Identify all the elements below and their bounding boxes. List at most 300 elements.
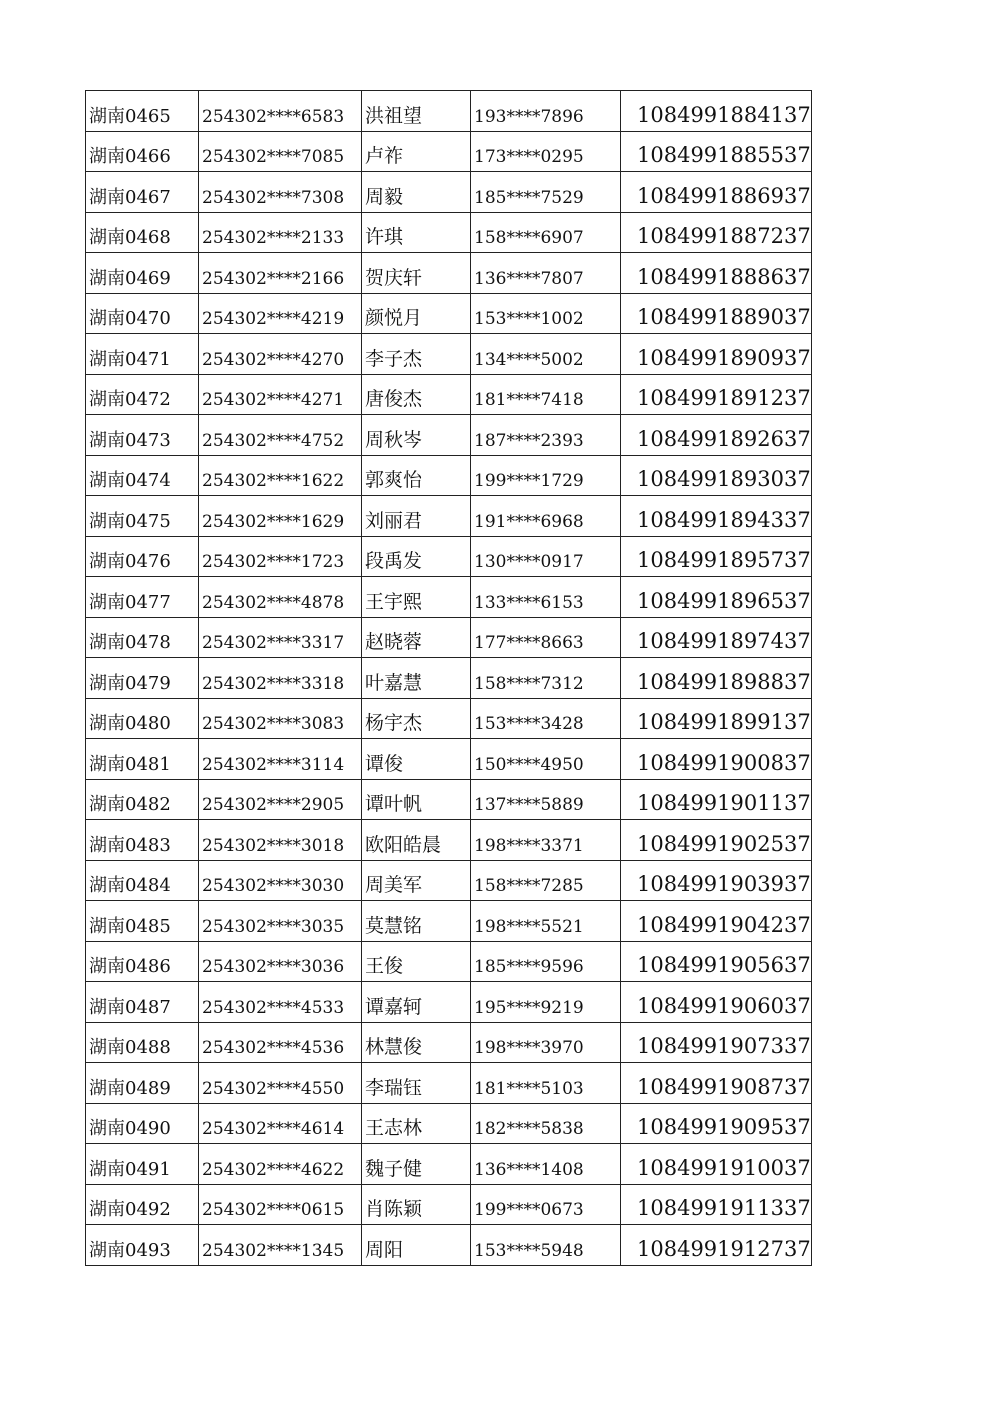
phone-cell [471, 820, 621, 861]
id-number-cell [199, 698, 362, 739]
phone-cell [471, 212, 621, 253]
tracking-number-cell [621, 901, 812, 942]
tracking-number-cell [621, 1184, 812, 1225]
id-number-cell [199, 334, 362, 375]
name-cell [362, 1225, 471, 1266]
id-number-cell [199, 253, 362, 294]
tracking-number-cell [621, 941, 812, 982]
phone-text: 158****7285 [474, 876, 584, 896]
region-code-text: 湖南0479 [89, 672, 171, 694]
table-row [86, 131, 812, 172]
region-code-cell [86, 577, 199, 618]
phone-cell [471, 1184, 621, 1225]
tracking-number-text: 1084991894337 [637, 507, 811, 532]
id-number-cell [199, 658, 362, 699]
phone-text: 133****6153 [474, 592, 584, 613]
region-code-cell [86, 455, 199, 496]
name-cell [362, 536, 471, 577]
id-number-cell [199, 293, 362, 334]
phone-cell [471, 698, 621, 739]
tracking-number-cell [621, 820, 812, 861]
id-number-cell [199, 941, 362, 982]
region-code-cell [86, 91, 199, 132]
name-cell [362, 293, 471, 334]
id-number-cell [199, 901, 362, 942]
phone-cell [471, 1063, 621, 1104]
name-cell [362, 698, 471, 739]
region-code-cell [86, 212, 199, 253]
tracking-number-text: 1084991903937 [637, 872, 811, 896]
phone-text: 181****7418 [474, 390, 584, 410]
id-number-cell [199, 1225, 362, 1266]
phone-text: 177****8663 [474, 633, 584, 653]
phone-text: 153****5948 [474, 1240, 584, 1261]
phone-text: 198****3371 [474, 835, 584, 856]
id-number-cell [199, 820, 362, 861]
region-code-cell [86, 1063, 199, 1104]
id-number-text: 254302****4271 [202, 390, 345, 410]
region-code-text: 湖南0491 [89, 1158, 171, 1180]
tracking-number-text: 1084991904237 [637, 912, 811, 937]
table-body [86, 91, 812, 1266]
phone-text: 198****5521 [474, 916, 584, 937]
id-number-text: 254302****7085 [202, 147, 345, 167]
region-code-text: 湖南0465 [89, 105, 171, 127]
name-text: 谭叶帆 [365, 793, 423, 815]
name-text: 周秋岑 [365, 428, 423, 451]
phone-cell [471, 334, 621, 375]
name-cell [362, 739, 471, 780]
name-cell [362, 779, 471, 820]
tracking-number-text: 1084991910037 [637, 1155, 811, 1180]
id-number-cell [199, 617, 362, 658]
region-code-cell [86, 415, 199, 456]
phone-cell [471, 1225, 621, 1266]
name-text: 王志林 [365, 1117, 423, 1139]
tracking-number-text: 1084991886937 [637, 183, 811, 208]
id-number-cell [199, 131, 362, 172]
tracking-number-cell [621, 91, 812, 132]
table-row [86, 698, 812, 739]
id-number-text: 254302****6583 [202, 106, 345, 127]
id-number-text: 254302****2133 [202, 228, 345, 248]
phone-cell [471, 293, 621, 334]
region-code-text: 湖南0485 [89, 915, 171, 937]
region-code-text: 湖南0477 [89, 591, 171, 613]
id-number-text: 254302****2905 [202, 795, 345, 815]
tracking-number-cell [621, 374, 812, 415]
phone-cell [471, 739, 621, 780]
tracking-number-cell [621, 1063, 812, 1104]
id-number-cell [199, 536, 362, 577]
region-code-text: 湖南0468 [89, 227, 171, 248]
tracking-number-text: 1084991893037 [637, 467, 811, 491]
tracking-number-text: 1084991884137 [637, 102, 811, 127]
phone-cell [471, 1144, 621, 1185]
table-row [86, 941, 812, 982]
region-code-cell [86, 739, 199, 780]
table-row [86, 982, 812, 1023]
region-code-text: 湖南0480 [89, 713, 171, 734]
phone-text: 134****5002 [474, 349, 584, 370]
tracking-number-cell [621, 334, 812, 375]
name-cell [362, 982, 471, 1023]
id-number-text: 254302****1629 [202, 511, 345, 532]
name-text: 卢祚 [365, 145, 404, 167]
name-cell [362, 212, 471, 253]
region-code-cell [86, 1144, 199, 1185]
region-code-text: 湖南0490 [89, 1118, 171, 1139]
region-code-text: 湖南0492 [89, 1199, 171, 1220]
phone-cell [471, 982, 621, 1023]
region-code-cell [86, 698, 199, 739]
phone-cell [471, 779, 621, 820]
phone-text: 136****7807 [474, 268, 584, 289]
id-number-text: 254302****3317 [202, 633, 345, 653]
region-code-text: 湖南0471 [89, 348, 171, 370]
tracking-number-text: 1084991897437 [637, 629, 811, 653]
tracking-number-cell [621, 1022, 812, 1063]
tracking-number-cell [621, 658, 812, 699]
phone-cell [471, 1103, 621, 1144]
region-code-text: 湖南0487 [89, 996, 171, 1018]
table-row [86, 91, 812, 132]
tracking-number-text: 1084991895737 [637, 548, 811, 572]
id-number-text: 254302****4622 [202, 1159, 345, 1180]
name-text: 肖陈颖 [365, 1198, 423, 1220]
phone-text: 153****1002 [474, 309, 584, 329]
region-code-text: 湖南0472 [89, 389, 171, 410]
name-text: 郭爽怡 [365, 469, 423, 491]
name-text: 赵晓蓉 [365, 631, 423, 653]
table-row [86, 374, 812, 415]
region-code-text: 湖南0467 [89, 186, 171, 208]
table-row [86, 496, 812, 537]
tracking-number-text: 1084991907337 [637, 1034, 811, 1058]
phone-cell [471, 91, 621, 132]
phone-text: 187****2393 [474, 430, 584, 451]
phone-cell [471, 172, 621, 213]
region-code-cell [86, 1225, 199, 1266]
id-number-cell [199, 982, 362, 1023]
name-text: 洪祖望 [365, 104, 423, 127]
tracking-number-cell [621, 860, 812, 901]
tracking-number-text: 1084991892637 [637, 426, 811, 451]
region-code-text: 湖南0489 [89, 1077, 171, 1099]
region-code-text: 湖南0486 [89, 956, 171, 977]
name-text: 莫慧铭 [365, 914, 423, 937]
name-text: 贺庆轩 [365, 266, 423, 289]
table-row [86, 1225, 812, 1266]
tracking-number-cell [621, 131, 812, 172]
phone-text: 181****5103 [474, 1078, 584, 1099]
tracking-number-cell [621, 982, 812, 1023]
region-code-text: 湖南0474 [89, 470, 171, 491]
id-number-cell [199, 779, 362, 820]
name-text: 欧阳皓晨 [365, 833, 442, 856]
table-row [86, 253, 812, 294]
tracking-number-text: 1084991912737 [637, 1236, 811, 1261]
name-cell [362, 131, 471, 172]
phone-cell [471, 536, 621, 577]
phone-cell [471, 901, 621, 942]
phone-text: 130****0917 [474, 552, 584, 572]
phone-cell [471, 941, 621, 982]
tracking-number-cell [621, 739, 812, 780]
phone-text: 158****6907 [474, 228, 584, 248]
region-code-cell [86, 253, 199, 294]
name-text: 李瑞钰 [365, 1076, 423, 1099]
tracking-number-cell [621, 455, 812, 496]
id-number-text: 254302****4614 [202, 1119, 345, 1139]
name-text: 许琪 [365, 226, 404, 248]
phone-text: 153****3428 [474, 714, 584, 734]
name-text: 周美军 [365, 874, 423, 896]
phone-text: 199****1729 [474, 471, 584, 491]
id-number-cell [199, 1184, 362, 1225]
tracking-number-cell [621, 536, 812, 577]
table-row [86, 455, 812, 496]
table-row [86, 901, 812, 942]
name-cell [362, 455, 471, 496]
name-cell [362, 1184, 471, 1225]
id-number-cell [199, 577, 362, 618]
table-row [86, 820, 812, 861]
tracking-number-cell [621, 293, 812, 334]
tracking-number-text: 1084991911337 [637, 1196, 811, 1220]
id-number-text: 254302****3030 [202, 876, 345, 896]
tracking-number-text: 1084991888637 [637, 264, 811, 289]
table-row [86, 1103, 812, 1144]
name-cell [362, 496, 471, 537]
name-cell [362, 374, 471, 415]
id-number-text: 254302****0615 [202, 1200, 345, 1220]
id-number-cell [199, 455, 362, 496]
tracking-number-text: 1084991909537 [637, 1115, 811, 1139]
tracking-number-text: 1084991896537 [637, 588, 811, 613]
data-table [85, 90, 812, 1266]
phone-text: 185****9596 [474, 957, 584, 977]
table-row [86, 1063, 812, 1104]
id-number-text: 254302****7308 [202, 187, 345, 208]
tracking-number-cell [621, 212, 812, 253]
region-code-cell [86, 131, 199, 172]
name-text: 王宇熙 [365, 590, 423, 613]
table-row [86, 860, 812, 901]
tracking-number-text: 1084991906037 [637, 993, 811, 1018]
id-number-text: 254302****4878 [202, 592, 345, 613]
id-number-cell [199, 1144, 362, 1185]
phone-text: 182****5838 [474, 1119, 584, 1139]
name-cell [362, 941, 471, 982]
id-number-text: 254302****3035 [202, 916, 345, 937]
tracking-number-text: 1084991901137 [637, 791, 811, 815]
table-row [86, 1144, 812, 1185]
table-row [86, 658, 812, 699]
name-cell [362, 1022, 471, 1063]
phone-text: 185****7529 [474, 187, 584, 208]
region-code-text: 湖南0483 [89, 834, 171, 856]
region-code-text: 湖南0473 [89, 429, 171, 451]
id-number-text: 254302****4533 [202, 997, 345, 1018]
id-number-cell [199, 739, 362, 780]
tracking-number-cell [621, 253, 812, 294]
tracking-number-cell [621, 577, 812, 618]
name-text: 李子杰 [365, 347, 423, 370]
tracking-number-cell [621, 496, 812, 537]
name-text: 段禹发 [365, 550, 423, 572]
id-number-cell [199, 91, 362, 132]
id-number-cell [199, 212, 362, 253]
tracking-number-text: 1084991885537 [637, 143, 811, 167]
id-number-cell [199, 172, 362, 213]
phone-cell [471, 374, 621, 415]
name-text: 叶嘉慧 [365, 671, 423, 694]
id-number-text: 254302****1622 [202, 471, 345, 491]
tracking-number-text: 1084991898837 [637, 669, 811, 694]
region-code-cell [86, 293, 199, 334]
table-row [86, 1022, 812, 1063]
name-text: 魏子健 [365, 1157, 423, 1180]
name-text: 周阳 [365, 1238, 404, 1261]
phone-cell [471, 496, 621, 537]
name-text: 唐俊杰 [365, 388, 423, 410]
region-code-text: 湖南0475 [89, 510, 171, 532]
phone-text: 158****7312 [474, 673, 584, 694]
id-number-text: 254302****4550 [202, 1078, 345, 1099]
region-code-cell [86, 172, 199, 213]
phone-text: 195****9219 [474, 997, 584, 1018]
phone-cell [471, 1022, 621, 1063]
name-cell [362, 334, 471, 375]
name-cell [362, 658, 471, 699]
name-cell [362, 617, 471, 658]
region-code-cell [86, 941, 199, 982]
id-number-text: 254302****4219 [202, 309, 345, 329]
name-cell [362, 860, 471, 901]
name-text: 林慧俊 [365, 1036, 423, 1058]
name-cell [362, 172, 471, 213]
table-row [86, 172, 812, 213]
region-code-cell [86, 901, 199, 942]
tracking-number-text: 1084991899137 [637, 710, 811, 734]
table-row [86, 334, 812, 375]
phone-text: 150****4950 [474, 754, 584, 775]
table-row [86, 212, 812, 253]
tracking-number-text: 1084991891237 [637, 386, 811, 410]
tracking-number-text: 1084991902537 [637, 831, 811, 856]
region-code-text: 湖南0493 [89, 1239, 171, 1261]
name-cell [362, 91, 471, 132]
id-number-cell [199, 1022, 362, 1063]
phone-text: 137****5889 [474, 795, 584, 815]
name-cell [362, 415, 471, 456]
region-code-text: 湖南0476 [89, 551, 171, 572]
table-row [86, 577, 812, 618]
name-cell [362, 1144, 471, 1185]
phone-text: 136****1408 [474, 1159, 584, 1180]
id-number-text: 254302****3114 [202, 754, 345, 775]
region-code-cell [86, 617, 199, 658]
region-code-text: 湖南0484 [89, 875, 171, 896]
region-code-cell [86, 820, 199, 861]
name-text: 刘丽君 [365, 509, 423, 532]
name-text: 王俊 [365, 955, 404, 977]
region-code-text: 湖南0488 [89, 1037, 171, 1058]
phone-text: 191****6968 [474, 511, 584, 532]
tracking-number-text: 1084991887237 [637, 224, 811, 248]
region-code-cell [86, 496, 199, 537]
tracking-number-cell [621, 172, 812, 213]
name-text: 颜悦月 [365, 307, 423, 329]
region-code-cell [86, 658, 199, 699]
id-number-text: 254302****3018 [202, 835, 345, 856]
tracking-number-text: 1084991908737 [637, 1074, 811, 1099]
tracking-number-cell [621, 617, 812, 658]
name-text: 杨宇杰 [365, 712, 423, 734]
phone-cell [471, 860, 621, 901]
phone-cell [471, 617, 621, 658]
table-row [86, 779, 812, 820]
region-code-cell [86, 374, 199, 415]
id-number-text: 254302****4752 [202, 430, 345, 451]
tracking-number-text: 1084991890937 [637, 345, 811, 370]
tracking-number-cell [621, 779, 812, 820]
region-code-cell [86, 1022, 199, 1063]
id-number-text: 254302****1723 [202, 552, 345, 572]
region-code-text: 湖南0481 [89, 753, 171, 775]
table-row [86, 739, 812, 780]
id-number-cell [199, 496, 362, 537]
name-cell [362, 253, 471, 294]
region-code-cell [86, 860, 199, 901]
phone-cell [471, 577, 621, 618]
tracking-number-cell [621, 1225, 812, 1266]
region-code-cell [86, 1103, 199, 1144]
region-code-text: 湖南0470 [89, 308, 171, 329]
phone-cell [471, 415, 621, 456]
name-text: 周毅 [365, 185, 404, 208]
id-number-cell [199, 415, 362, 456]
region-code-cell [86, 1184, 199, 1225]
id-number-text: 254302****2166 [202, 268, 345, 289]
region-code-text: 湖南0466 [89, 146, 171, 167]
phone-cell [471, 455, 621, 496]
name-cell [362, 901, 471, 942]
name-cell [362, 820, 471, 861]
id-number-text: 254302****4536 [202, 1038, 345, 1058]
tracking-number-text: 1084991889037 [637, 305, 811, 329]
tracking-number-cell [621, 1144, 812, 1185]
phone-cell [471, 131, 621, 172]
table-row [86, 415, 812, 456]
phone-text: 193****7896 [474, 106, 584, 127]
tracking-number-text: 1084991905637 [637, 953, 811, 977]
table-row [86, 617, 812, 658]
id-number-cell [199, 1063, 362, 1104]
id-number-cell [199, 374, 362, 415]
region-code-text: 湖南0482 [89, 794, 171, 815]
phone-text: 198****3970 [474, 1038, 584, 1058]
id-number-text: 254302****3318 [202, 673, 345, 694]
region-code-cell [86, 334, 199, 375]
phone-cell [471, 658, 621, 699]
table-row [86, 293, 812, 334]
phone-cell [471, 253, 621, 294]
id-number-text: 254302****3036 [202, 957, 345, 977]
id-number-text: 254302****1345 [202, 1240, 345, 1261]
region-code-cell [86, 779, 199, 820]
